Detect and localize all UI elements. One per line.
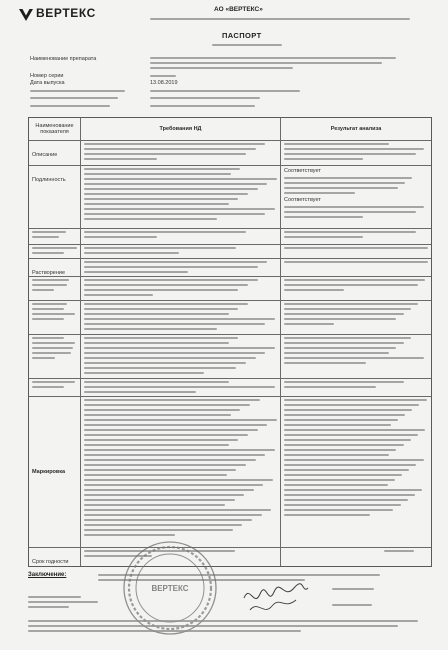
result-text [384,550,414,552]
row-label-identification: Подлинность [32,177,66,183]
registration-number-label [30,97,118,99]
requirements-text [84,231,277,238]
vertex-logo-icon [18,7,34,23]
requirements-text [84,381,277,393]
illegible-text-line [84,469,236,471]
illegible-text-line [284,177,412,179]
illegible-text-line [284,158,363,160]
illegible-text-line [84,529,233,531]
illegible-text-line [284,429,425,431]
table-row [29,301,431,335]
illegible-text-line [84,231,246,233]
batch-number-value [150,75,176,77]
analysis-table [28,117,432,567]
illegible-text-line [150,97,260,99]
illegible-text-line [84,284,248,286]
stamp-text: ВЕРТЕКС [151,584,189,593]
illegible-text-line [84,252,179,254]
illegible-text-line [84,236,157,238]
result-complies: Соответствует [284,168,321,174]
illegible-text-line [284,289,344,291]
illegible-text-line [284,499,408,501]
illegible-text-line [150,62,382,64]
signatory-name [332,588,374,590]
table-row-dissolution [29,259,431,277]
illegible-text-line [32,352,71,354]
illegible-text-line [84,534,175,536]
illegible-text-line [284,409,412,411]
illegible-text-line [284,303,418,305]
illegible-text-line [32,337,64,339]
signatory-name [332,604,372,606]
row-label-labeling: Маркировка [32,469,66,475]
table-row-description [29,141,431,166]
illegible-text-line [84,386,275,388]
result-complies: Соответствует [284,197,321,203]
illegible-text-line [84,409,240,411]
illegible-text-line [32,284,67,286]
illegible-text-line [84,444,229,446]
illegible-text-line [150,105,255,107]
illegible-text-line [284,444,404,446]
illegible-text-line [32,313,75,315]
illegible-text-line [84,337,238,339]
illegible-text-line [84,208,275,210]
illegible-text-line [84,294,153,296]
illegible-text-line [84,454,265,456]
illegible-text-line [30,97,118,99]
illegible-text-line [84,347,275,349]
illegible-text-line [84,303,248,305]
table-row [29,229,431,245]
illegible-text-line [212,44,282,46]
illegible-text-line [84,404,250,406]
illegible-text-line [284,419,398,421]
illegible-text-line [84,357,256,359]
row-label-dissolution: Растворение [32,270,66,276]
illegible-text-line [84,328,217,330]
illegible-text-line [284,148,424,150]
handwritten-signature-icon [240,576,330,616]
illegible-text-line [84,424,267,426]
illegible-text-line [84,323,265,325]
result-text [284,303,428,325]
company-logo-text: ВЕРТЕКС [36,6,96,20]
illegible-text-line [284,347,396,349]
requirements-text [84,143,277,160]
illegible-text-line [84,372,204,374]
illegible-text-line [284,459,424,461]
illegible-text-line [84,183,267,185]
company-address [150,18,410,20]
illegible-text-line [284,192,355,194]
illegible-text-line [284,414,405,416]
certificate-number-value [150,105,255,107]
illegible-text-line [284,424,391,426]
result-text [284,177,428,194]
illegible-text-line [284,318,396,320]
illegible-text-line [28,630,301,632]
result-column-header: Результат анализа [330,126,382,132]
illegible-text-line [284,206,424,208]
batch-number-label: Номер серии [30,73,64,79]
table-row [29,245,431,259]
illegible-text-line [84,261,267,263]
result-text [284,231,428,238]
release-date-label: Дата выпуска [30,80,65,86]
illegible-text-line [28,620,418,622]
illegible-text-line [150,67,293,69]
illegible-text-line [284,337,411,339]
row-label-description: Описание [32,152,58,158]
illegible-text-line [84,439,238,441]
illegible-text-line [84,188,258,190]
table-row-shelf-life [29,548,431,566]
result-text [284,143,428,160]
batch-quantity-label [30,90,125,92]
requirements-text [84,168,277,220]
registration-number-value [150,97,260,99]
illegible-text-line [28,606,69,608]
illegible-text-line [84,168,240,170]
illegible-text-line [84,213,265,215]
illegible-text-line [84,158,157,160]
table-row [29,335,431,379]
illegible-text-line [284,386,376,388]
illegible-text-line [32,289,54,291]
illegible-text-line [284,362,366,364]
illegible-text-line [284,434,418,436]
product-name-label: Наименование препарата [30,56,97,62]
illegible-text-line [84,342,229,344]
document-number [212,44,282,46]
illegible-text-line [384,550,414,552]
illegible-text-line [284,381,404,383]
illegible-text-line [84,449,275,451]
illegible-text-line [32,247,77,249]
result-text [284,337,428,364]
illegible-text-line [32,381,75,383]
illegible-text-line [84,509,271,511]
illegible-text-line [32,236,59,238]
illegible-text-line [32,231,66,233]
illegible-text-line [32,308,64,310]
illegible-text-line [84,484,263,486]
illegible-text-line [284,236,363,238]
requirements-text [84,261,277,273]
illegible-text-line [284,247,428,249]
illegible-text-line [284,308,411,310]
illegible-text-line [84,266,258,268]
document-title: ПАСПОРТ [222,31,262,40]
release-date-value: 13.08.2019 [150,80,178,86]
table-row-identification [29,166,431,229]
illegible-text-line [32,342,75,344]
row-label-shelf-life: Срок годности [32,559,69,565]
illegible-text-line [284,143,389,145]
illegible-text-line [84,434,248,436]
illegible-text-line [32,318,64,320]
illegible-text-line [84,203,229,205]
table-header-row [29,118,431,141]
conclusion-label: Заключение: [28,572,67,578]
illegible-text-line [284,342,404,344]
result-text [284,247,428,249]
illegible-text-line [84,143,265,145]
illegible-text-line [84,362,246,364]
illegible-text-line [284,352,389,354]
illegible-text-line [84,464,246,466]
illegible-text-line [84,178,277,180]
illegible-text-line [84,524,242,526]
row-label-illegible [32,303,77,320]
illegible-text-line [284,399,427,401]
illegible-text-line [284,357,424,359]
illegible-text-line [284,494,415,496]
illegible-text-line [84,489,254,491]
illegible-text-line [284,449,396,451]
result-text [284,206,428,218]
row-label-illegible [32,381,77,388]
illegible-text-line [284,284,418,286]
illegible-text-line [32,347,73,349]
illegible-text-line [84,313,229,315]
illegible-text-line [30,105,110,107]
illegible-text-line [28,596,81,598]
row-label-illegible [32,279,77,291]
illegible-text-line [84,479,273,481]
illegible-text-line [284,469,409,471]
requirements-text [84,337,277,374]
illegible-text-line [284,261,428,263]
illegible-text-line [150,18,410,20]
illegible-text-line [84,499,235,501]
illegible-text-line [84,519,252,521]
illegible-text-line [284,484,388,486]
illegible-text-line [284,279,425,281]
footer-fine-print [28,620,430,632]
product-name-value [150,57,430,69]
illegible-text-line [84,391,196,393]
signatory-title [28,596,100,608]
illegible-text-line [284,404,419,406]
illegible-text-line [84,193,248,195]
illegible-text-line [150,90,300,92]
illegible-text-line [332,604,372,606]
illegible-text-line [150,75,176,77]
row-label-illegible [32,247,77,254]
illegible-text-line [84,514,262,516]
illegible-text-line [84,218,217,220]
illegible-text-line [28,625,398,627]
illegible-text-line [84,289,238,291]
illegible-text-line [284,474,402,476]
illegible-text-line [84,352,265,354]
result-text [284,261,428,263]
table-row [29,277,431,301]
illegible-text-line [84,153,246,155]
illegible-text-line [284,514,370,516]
illegible-text-line [28,601,98,603]
illegible-text-line [284,464,416,466]
illegible-text-line [84,414,231,416]
illegible-text-line [284,509,393,511]
requirements-text [84,247,277,254]
requirements-text [84,399,277,536]
requirements-column-header: Требования НД [159,126,202,132]
illegible-text-line [284,489,422,491]
row-label-illegible [32,231,77,238]
illegible-text-line [84,148,256,150]
illegible-text-line [284,313,404,315]
indicator-column-header: Наименование показателя [35,123,74,135]
certificate-number-label [30,105,110,107]
result-text [284,399,428,516]
batch-quantity-value [150,90,300,92]
illegible-text-line [284,153,416,155]
illegible-text-line [84,173,231,175]
illegible-text-line [84,247,236,249]
illegible-text-line [84,198,238,200]
illegible-text-line [284,231,416,233]
illegible-text-line [284,479,395,481]
illegible-text-line [32,303,67,305]
row-label-illegible [32,337,77,359]
illegible-text-line [84,494,244,496]
requirements-text [84,303,277,330]
illegible-text-line [150,57,396,59]
illegible-text-line [84,429,258,431]
illegible-text-line [284,323,334,325]
illegible-text-line [84,399,260,401]
table-row [29,379,431,397]
illegible-text-line [32,386,64,388]
result-text [284,381,428,388]
illegible-text-line [84,381,229,383]
illegible-text-line [32,279,69,281]
illegible-text-line [332,588,374,590]
illegible-text-line [284,454,389,456]
illegible-text-line [284,439,411,441]
illegible-text-line [84,474,227,476]
illegible-text-line [284,182,405,184]
company-name: АО «ВЕРТЕКС» [214,6,263,13]
illegible-text-line [84,504,225,506]
illegible-text-line [84,419,277,421]
requirements-text [84,279,277,296]
illegible-text-line [84,271,188,273]
illegible-text-line [84,459,256,461]
illegible-text-line [84,367,236,369]
illegible-text-line [32,252,64,254]
illegible-text-line [30,90,125,92]
illegible-text-line [32,357,55,359]
illegible-text-line [84,308,238,310]
illegible-text-line [284,504,401,506]
illegible-text-line [284,211,416,213]
result-text [284,279,428,291]
illegible-text-line [284,216,363,218]
illegible-text-line [84,279,258,281]
table-row-labeling [29,397,431,548]
illegible-text-line [84,318,275,320]
illegible-text-line [284,187,398,189]
